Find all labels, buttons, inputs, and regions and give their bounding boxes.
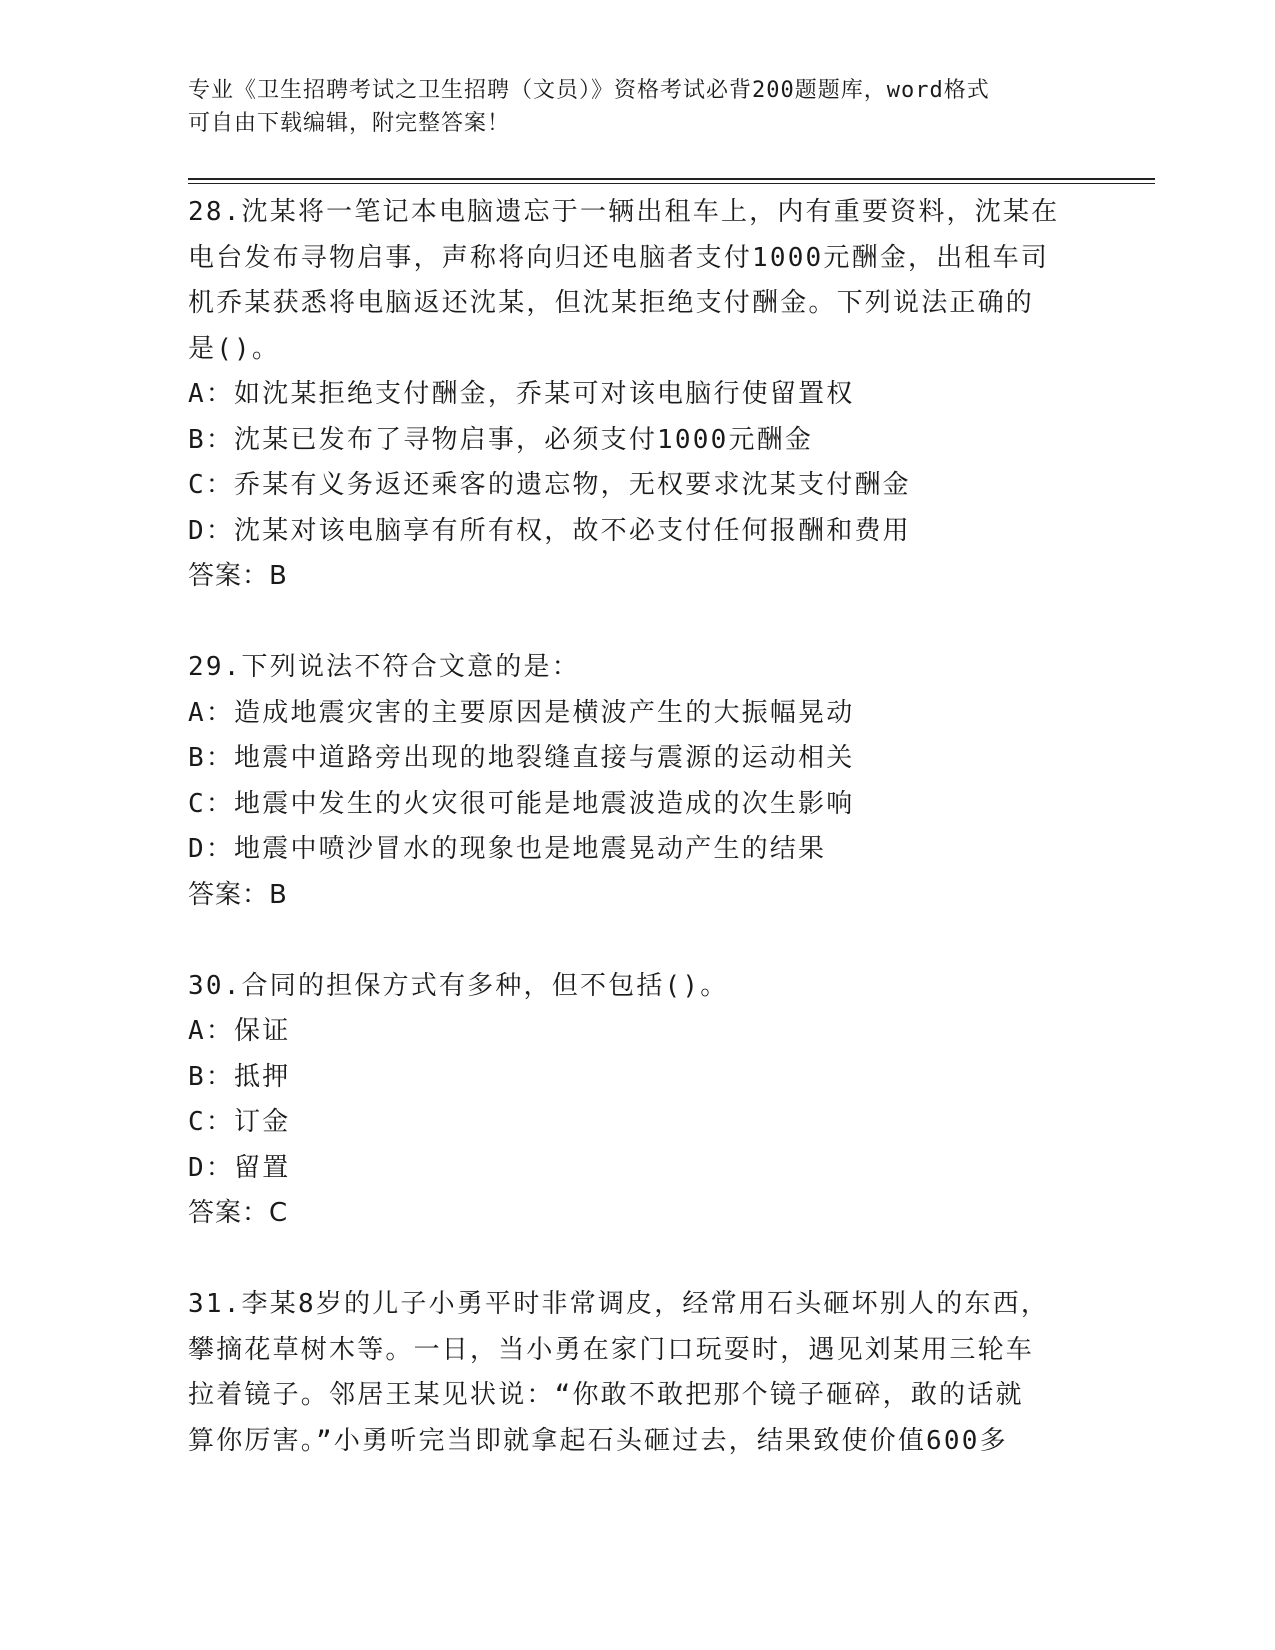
question-30 — [188, 964, 1088, 1237]
option-a: A：造成地震灾害的主要原因是横波产生的大振幅晃动 — [188, 697, 855, 728]
option-d: D：沈某对该电脑享有所有权，故不必支付任何报酬和费用 — [188, 515, 911, 546]
question-stem-line: 机乔某获悉将电脑返还沈某，但沈某拒绝支付酬金。下列说法正确的 — [188, 288, 1035, 318]
option-d: D：留置 — [188, 1152, 291, 1183]
answer-label: 答案：B — [188, 561, 288, 591]
question-stem-line: 是()。 — [188, 333, 281, 364]
question-spacer — [188, 600, 1088, 646]
question-29 — [188, 645, 1088, 918]
header-line-1: 专业《卫生招聘考试之卫生招聘（文员）》资格考试必背200题题库，word格式 — [188, 78, 990, 103]
option-d: D：地震中喷沙冒水的现象也是地震晃动产生的结果 — [188, 834, 827, 864]
question-spacer — [188, 1237, 1088, 1283]
question-28 — [188, 190, 1088, 600]
answer-label: 答案：C — [188, 1198, 289, 1228]
option-c: C：地震中发生的火灾很可能是地震波造成的次生影响 — [188, 788, 855, 819]
answer-label: 答案：B — [188, 879, 288, 910]
option-c: C：乔某有义务返还乘客的遗忘物，无权要求沈某支付酬金 — [188, 470, 911, 500]
question-spacer — [188, 918, 1088, 964]
option-b: B：抵押 — [188, 1061, 291, 1092]
header-line-2: 可自由下载编辑，附完整答案！ — [188, 111, 511, 136]
option-b: B：地震中道路旁出现的地裂缝直接与震源的运动相关 — [188, 743, 855, 773]
header-divider-thin — [188, 183, 1155, 184]
question-list — [188, 190, 1088, 1464]
question-stem-line: 31.李某8岁的儿子小勇平时非常调皮，经常用石头砸坏别人的东西， — [188, 1289, 1050, 1319]
question-stem-line: 算你厉害。”小勇听完当即就拿起石头砸过去，结果致使价值600多 — [188, 1425, 1008, 1456]
option-b: B：沈某已发布了寻物启事，必须支付1000元酬金 — [188, 424, 814, 455]
header-divider-thick — [188, 178, 1155, 180]
question-stem-line: 28.沈某将一笔记本电脑遗忘于一辆出租车上，内有重要资料，沈某在 — [188, 197, 1060, 227]
document-header — [188, 74, 1068, 140]
option-a: A：保证 — [188, 1016, 291, 1046]
option-c: C：订金 — [188, 1107, 291, 1137]
question-stem-line: 电台发布寻物启事，声称将向归还电脑者支付1000元酬金，出租车司 — [188, 242, 1050, 273]
question-stem-line: 拉着镜子。邻居王某见状说：“你敢不敢把那个镜子砸碎，敢的话就 — [188, 1380, 1024, 1410]
question-31 — [188, 1282, 1088, 1464]
question-stem-line: 30.合同的担保方式有多种，但不包括()。 — [188, 970, 729, 1001]
question-stem-line: 攀摘花草树木等。一日，当小勇在家门口玩耍时，遇见刘某用三轮车 — [188, 1334, 1035, 1365]
option-a: A：如沈某拒绝支付酬金，乔某可对该电脑行使留置权 — [188, 379, 855, 409]
question-stem-line: 29.下列说法不符合文意的是： — [188, 652, 580, 682]
